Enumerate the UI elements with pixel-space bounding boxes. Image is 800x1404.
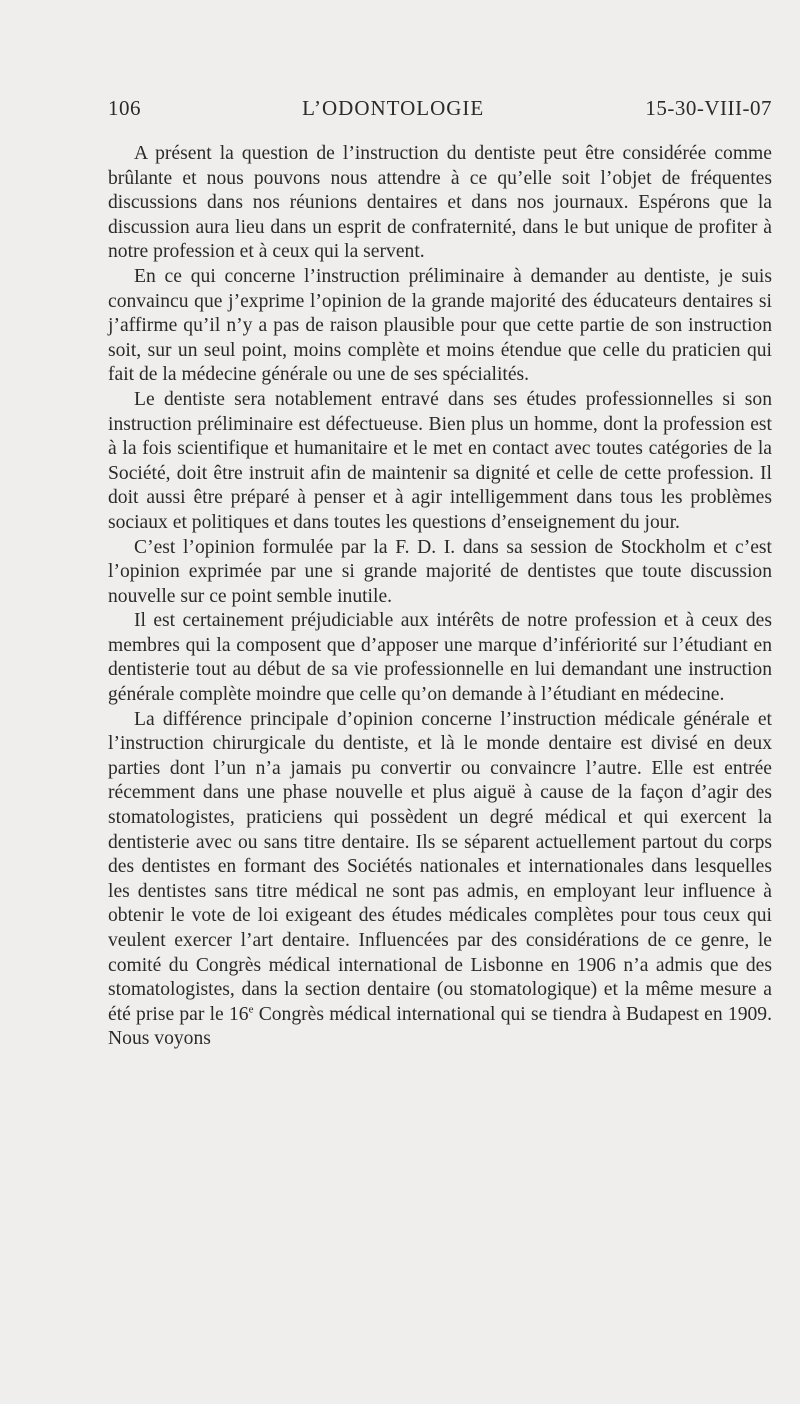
paragraph: A présent la question de l’instruction du dentiste peut être considérée comme brûlante et nous pouvons nous attendre à ce qu’elle soit l’objet de fréquentes discussions dans nos réunions dentaires et dans nos journaux. Espérons que la discussion aura lieu dans un esprit de confraternité, dans le but unique de profiter à notre profession et à ceux qui la servent. [108,143,772,263]
paragraph: Le dentiste sera notablement entravé dans ses études professionnelles si son instruction préliminaire est défectueuse. Bien plus un homme, dont la profession est à la fois scientifique et humanitaire et le met en contact avec toutes catégories de la Société, doit être instruit afin de maintenir sa dignité et celle de cette profession. Il doit aussi être préparé à penser et à agir intelligemment dans tous les problèmes sociaux et politiques et dans toutes les questions d’enseignement du jour. [108,388,772,533]
book-page [108,96,772,1052]
paragraph-text: Congrès médical international qui se tiendra à Budapest en 1909. Nous voyons [108,1003,772,1050]
paragraph: En ce qui concerne l’instruction préliminaire à demander au dentiste, je suis convaincu que j’exprime l’opinion de la grande majorité des éducateurs dentaires si j’affirme qu’il n’y a pas de raison plausible pour que cette partie de son instruction soit, sur un seul point, moins complète et moins étendue que celle du praticien qui fait de la médecine générale ou une de ses spécialités. [108,265,772,386]
paragraph-text: La différence principale d’opinion concerne l’instruction médicale générale et l’instruction chirurgicale du dentiste, et là le monde dentaire est divisé en deux parties dont l’un n’a jamais pu convertir ou convaincre l’autre. Elle est entrée récemment dans une phase nouvelle et plus aiguë à cause de la façon d’agir des stomatologistes, praticiens qui possèdent un degré médical et qui exercent la dentisterie avec ou sans titre dentaire. Ils se séparent actuellement partout du corps des dentistes en formant des Sociétés nationales et internationales dans lesquelles les dentistes sans titre médical ne sont pas admis, en employant leur influence à obtenir le vote de loi exigeant des études médicales complètes pour tous ceux qui veulent exercer l’art dentaire. Influencées par des considérations de ce genre, le comité du Congrès médical international de Lisbonne en 1906 n’a admis que des stomatologistes, dans la section dentaire (ou stomatologique) et la même mesure a été prise par le 16 [108,708,772,1025]
paragraph: C’est l’opinion formulée par la F. D. I. dans sa session de Stockholm et c’est l’opinion exprimée par une si grande majorité de dentistes que toute discussion nouvelle sur ce point semble inutile. [108,536,772,607]
issue-date: 15-30-VIII-07 [645,96,772,120]
paragraph [108,708,772,1052]
ordinal-superscript: e [248,1003,254,1016]
journal-title: L’ODONTOLOGIE [302,96,485,120]
page-number: 106 [108,96,141,120]
article-body [108,142,772,1052]
running-header [108,96,772,136]
paragraph: Il est certainement préjudiciable aux intérêts de notre profession et à ceux des membres qui la composent que d’apposer une marque d’infériorité sur l’étudiant en dentisterie tout au début de sa vie professionnelle en lui demandant une instruction générale complète moindre que celle qu’on demande à l’étudiant en médecine. [108,610,772,706]
